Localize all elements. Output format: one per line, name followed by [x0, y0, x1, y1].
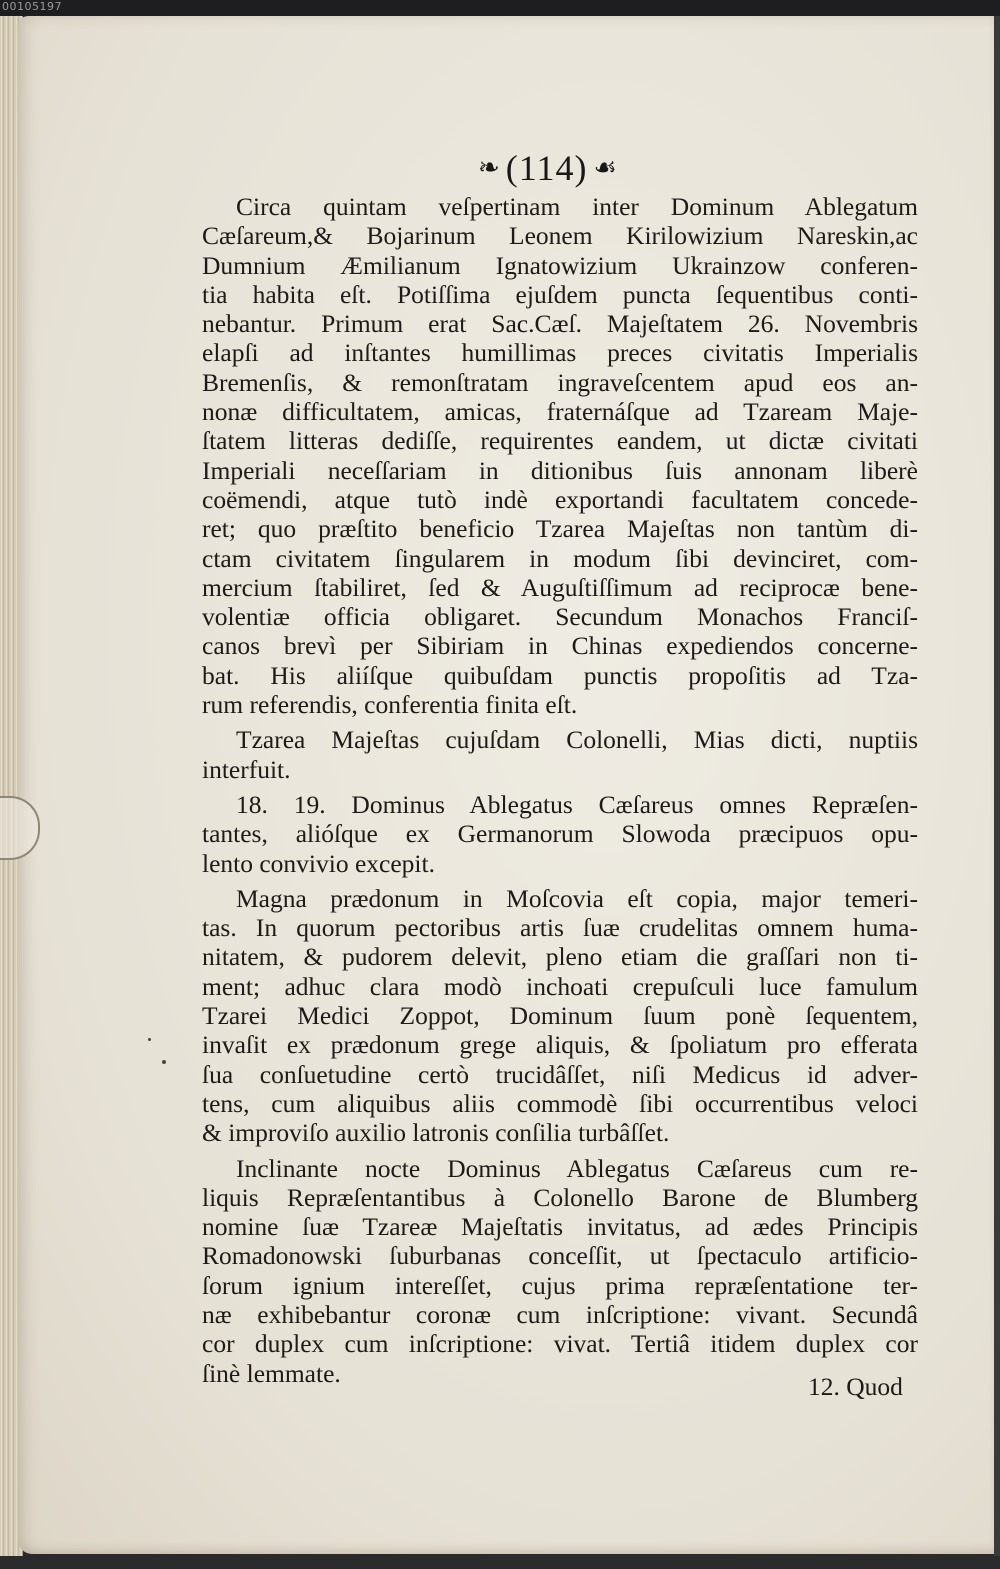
- text-line: nebantur. Primum erat Sac.Cæſ. Majeſtatem 26. Novembris: [202, 309, 918, 339]
- text-line: Tzarei Medici Zoppot, Dominum ſuum ponè ſequentem,: [202, 1001, 918, 1031]
- paragraph: [202, 1154, 918, 1388]
- text-line: ctam civitatem ſingularem in modum ſibi devinciret, com-: [202, 543, 918, 573]
- left-ornament-icon: ❧: [478, 153, 500, 182]
- paragraph: [202, 790, 918, 878]
- text-line: Tzarea Majeſtas cujuſdam Colonelli, Mias dicti, nuptiis: [236, 725, 918, 755]
- text-line: elapſi ad inſtantes humillimas preces civitatis Imperialis: [202, 338, 918, 368]
- text-line: nonæ difficultatem, amicas, fraternáſque ad Tzaream Maje-: [202, 397, 918, 427]
- text-line: mercium ſtabiliret, ſed & Auguſtiſſimum ad reciprocæ bene-: [202, 572, 918, 602]
- text-line: tia habita eſt. Potiſſima ejuſdem puncta ſequentibus conti-: [202, 279, 918, 309]
- text-line: Dumnium Æmilianum Ignatowizium Ukrainzow conferen-: [202, 250, 918, 280]
- text-line: ſua conſuetudine certò trucidâſſet, niſi Medicus id adver-: [202, 1059, 918, 1089]
- text-line: Cæſareum,& Bojarinum Leonem Kirilowizium Nareskin,ac: [202, 221, 918, 251]
- right-shadow: [994, 16, 1000, 1556]
- text-line: & improviſo auxilio latronis conſilia turbâſſet.: [202, 1118, 670, 1148]
- text-line: næ exhibebantur coronæ cum inſcriptione: vivant. Secundâ: [202, 1299, 918, 1329]
- paragraph: [202, 725, 918, 784]
- text-line: rum referendis, conferentia finita eſt.: [202, 690, 578, 720]
- text-line: nitatem, & pudorem delevit, pleno etiam die graſſari non ti-: [202, 942, 918, 972]
- body-text: [202, 192, 918, 1388]
- text-line: interfuit.: [202, 754, 291, 784]
- text-line: Imperiali neceſſariam in ditionibus ſuis annonam liberè: [202, 455, 918, 485]
- text-line: Inclinante nocte Dominus Ablegatus Cæſareus cum re-: [236, 1153, 918, 1183]
- paper-speck: [148, 1038, 151, 1041]
- catalog-id: 00105197: [2, 0, 62, 13]
- right-ornament-icon: ☙: [593, 153, 617, 182]
- text-line: Circa quintam veſpertinam inter Dominum Ablegatum: [236, 192, 918, 221]
- text-line: ſtatem litteras dediſſe, requirentes eandem, ut dictæ civitati: [202, 426, 918, 456]
- text-line: tens, cum aliquibus aliis commodè ſibi occurrentibus veloci: [202, 1088, 918, 1118]
- text-line: nomine ſuæ Tzareæ Majeſtatis invitatus, ad ædes Principis: [202, 1212, 918, 1242]
- text-line: cor duplex cum inſcriptione: vivat. Tertiâ itidem duplex cor: [202, 1329, 918, 1359]
- text-line: Magna prædonum in Moſcovia eſt copia, major temeri-: [236, 883, 918, 913]
- text-line: volentiæ officia obligaret. Secundum Monachos Franciſ-: [202, 602, 918, 632]
- page-header: [478, 148, 617, 188]
- text-line: invaſit ex prædonum grege aliquis, & ſpoliatum pro efferata: [202, 1030, 918, 1060]
- text-line: bat. His aliíſque quibuſdam punctis propoſitis ad Tza-: [202, 660, 918, 690]
- text-line: Bremenſis, & remonſtratam ingraveſcentem apud eos an-: [202, 367, 918, 397]
- text-line: lento convivio excepit.: [202, 848, 435, 878]
- text-line: coëmendi, atque tutò indè exportandi facultatem concede-: [202, 484, 918, 514]
- paper-speck: [162, 1060, 166, 1064]
- text-line: ret; quo præſtito beneficio Tzarea Majeſtas non tantùm di-: [202, 514, 918, 544]
- text-line: tas. In quorum pectoribus artis ſuæ crudelitas omnem huma-: [202, 913, 918, 943]
- text-line: canos brevì per Sibiriam in Chinas expediendos concerne-: [202, 631, 918, 661]
- catchword: 12. Quod: [808, 1372, 903, 1401]
- page-number: (114): [505, 148, 588, 188]
- text-line: Romadonowski ſuburbanas conceſſit, ut ſpectaculo artificio-: [202, 1241, 918, 1271]
- text-line: tantes, alióſque ex Germanorum Slowoda præcipuos opu-: [202, 819, 918, 849]
- text-line: ment; adhuc clara modò inchoati crepuſculi luce famulum: [202, 971, 918, 1001]
- paragraph: [202, 884, 918, 1148]
- text-line: liquis Repræſentantibus à Colonello Barone de Blumberg: [202, 1182, 918, 1212]
- text-line: ſinè lemmate.: [202, 1358, 341, 1388]
- text-line: 18. 19. Dominus Ablegatus Cæſareus omnes Repræſen-: [236, 789, 918, 819]
- text-line: ſorum ignium intereſſet, cujus prima repræſentatione ter-: [202, 1270, 918, 1300]
- paragraph: [202, 192, 918, 719]
